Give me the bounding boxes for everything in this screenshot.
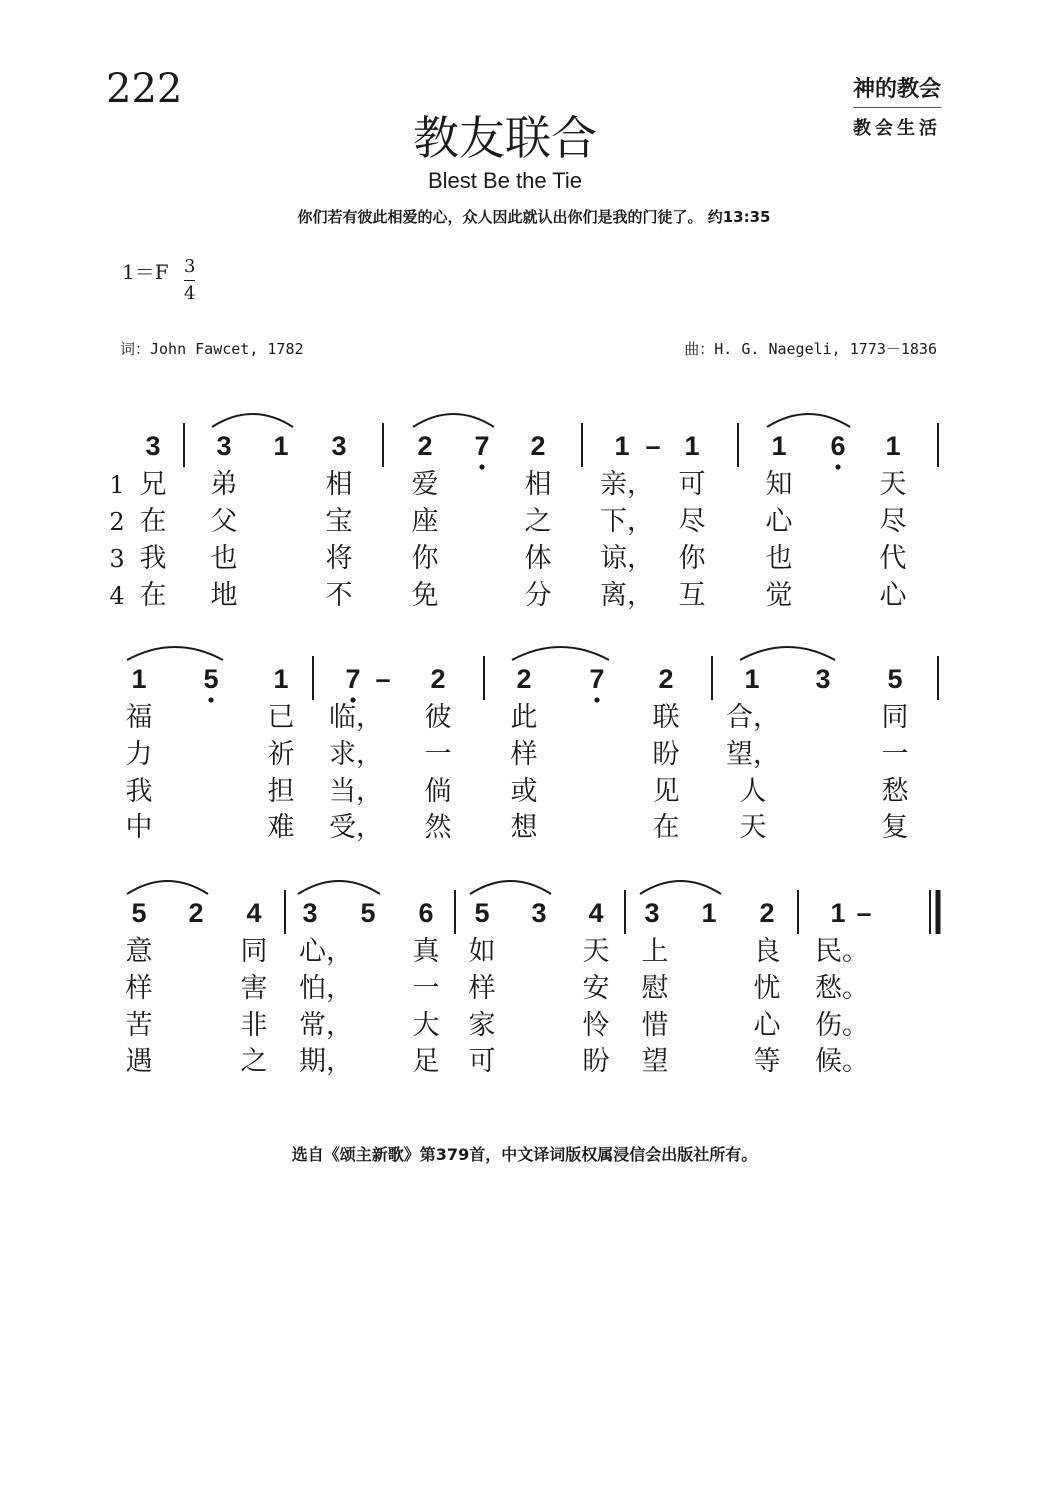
lyric-char: 惜 (641, 1010, 669, 1041)
lyric-char: 非 (240, 1010, 268, 1041)
slur (413, 414, 494, 427)
note: 7 (345, 664, 361, 694)
lyric-char: 愁 (881, 776, 909, 807)
lyric-char: 不 (325, 580, 353, 611)
verse-number: 3 (109, 545, 125, 573)
lyric-char: 心， (299, 936, 353, 967)
lyric-char: 免 (411, 580, 439, 611)
lyric-char: 中 (125, 812, 153, 843)
lyric-char: 弟 (210, 469, 238, 500)
slur (212, 414, 293, 427)
lyric-char: 如 (468, 936, 496, 967)
lyric-char: 你 (678, 543, 706, 574)
note: 2 (759, 898, 775, 928)
lyric-char: 父 (210, 506, 238, 537)
lyric-char: 望， (726, 739, 780, 770)
lyric-char: 见 (652, 776, 680, 807)
note: 7 (589, 664, 605, 694)
lyric-char: 在 (139, 580, 167, 611)
lyric-char: 一 (424, 739, 452, 770)
lyric-char: 伤。 (815, 1010, 869, 1041)
lyric-char: 样 (468, 973, 496, 1004)
lyric-char: 安 (582, 973, 610, 1004)
note: 3 (531, 898, 547, 928)
lyric-char: 担 (267, 776, 295, 807)
hymn-title: 教友联合 (413, 111, 597, 165)
slur (127, 647, 223, 660)
lyric-char: 人 (739, 776, 767, 807)
low-octave-dot (479, 464, 484, 469)
lyric-char: 将 (325, 543, 353, 574)
note: 5 (360, 898, 376, 928)
note: 2 (417, 431, 433, 461)
lyric-char: 可 (468, 1046, 496, 1077)
lyric-char: 祈 (267, 739, 295, 770)
lyric-char: 已 (267, 702, 295, 733)
verse-number: 1 (109, 471, 125, 499)
lyric-char: 苦 (125, 1010, 153, 1041)
note: 3 (815, 664, 831, 694)
lyric-char: 我 (125, 776, 153, 807)
lyric-char: 样 (125, 973, 153, 1004)
lyric-char: 亲， (600, 469, 654, 500)
lyric-char: 离， (600, 580, 654, 611)
lyric-char: 天 (582, 936, 610, 967)
lyric-char: 相 (524, 469, 552, 500)
note: 5 (131, 898, 147, 928)
lyric-char: 常， (299, 1010, 353, 1041)
lyric-char: 上 (641, 936, 669, 967)
note: 1 (701, 898, 717, 928)
slur (298, 881, 380, 894)
note: 4 (246, 898, 262, 928)
lyric-char: 相 (325, 469, 353, 500)
lyric-char: 互 (678, 580, 706, 611)
note: 1 (614, 431, 630, 461)
lyric-char: 民。 (815, 936, 869, 967)
verse-number: 2 (109, 508, 125, 536)
note: 2 (188, 898, 204, 928)
lyric-char: 同 (240, 936, 268, 967)
lyric-char: 或 (510, 776, 538, 807)
lyric-char: 分 (524, 580, 552, 611)
category-main: 神的教会 (853, 72, 941, 108)
note: 2 (516, 664, 532, 694)
lyric-char: 等 (753, 1046, 781, 1077)
lyric-char: 倘 (424, 776, 452, 807)
lyric-char: 谅， (600, 543, 654, 574)
lyric-char: 然 (424, 812, 452, 843)
lyric-char: 一 (412, 973, 440, 1004)
lyric-char: 座 (411, 506, 439, 537)
slur (767, 414, 850, 427)
note: 1 (273, 431, 289, 461)
lyric-char: 在 (652, 812, 680, 843)
composer-credit: 曲：H. G. Naegeli, 1773－1836 (684, 340, 937, 358)
lyric-char: 尽 (678, 506, 706, 537)
lyric-char: 候。 (815, 1046, 869, 1077)
note: 6 (418, 898, 434, 928)
lyric-char: 心 (765, 506, 793, 537)
lyric-char: 愁。 (815, 973, 869, 1004)
note: 3 (145, 431, 161, 461)
slur (740, 647, 835, 660)
lyric-char: 临， (329, 702, 383, 733)
hymn-subtitle: Blest Be the Tie (427, 168, 583, 193)
lyric-char: 遇 (125, 1046, 153, 1077)
lyric-char: 同 (881, 702, 909, 733)
note: 3 (302, 898, 318, 928)
lyric-char: 在 (139, 506, 167, 537)
note: 1 (684, 431, 700, 461)
lyric-char: 力 (125, 739, 153, 770)
lyric-char: 害 (240, 973, 268, 1004)
lyric-char: 体 (524, 543, 552, 574)
lyric-char: 大 (412, 1010, 440, 1041)
lyric-char: 心 (879, 580, 907, 611)
lyric-char: 怜 (582, 1010, 610, 1041)
lyric-char: 盼 (652, 739, 680, 770)
lyric-char: 良 (753, 936, 781, 967)
scripture-verse: 你们若有彼此相爱的心，众人因此就认出你们是我的门徒了。 约13:35 (297, 208, 771, 226)
low-octave-dot (835, 464, 840, 469)
lyric-char: 代 (879, 543, 907, 574)
lyric-char: 爱 (411, 469, 439, 500)
note: 5 (887, 664, 903, 694)
lyric-char: 天 (879, 469, 907, 500)
time-top: 3 (184, 254, 195, 281)
time-bottom: 4 (184, 283, 196, 304)
lyric-char: 一 (881, 739, 909, 770)
lyric-char: 心 (753, 1010, 781, 1041)
note: 1 (830, 898, 846, 928)
category-sub: 教会生活 (853, 118, 941, 139)
lyric-char: 天 (739, 812, 767, 843)
note: 6 (830, 431, 846, 461)
lyric-char: 想 (510, 812, 538, 843)
slur (640, 881, 721, 894)
key-prefix: 1＝F (122, 260, 169, 284)
lyric-char: 我 (139, 543, 167, 574)
lyric-char: 觉 (765, 580, 793, 611)
note: 3 (331, 431, 347, 461)
lyric-char: 地 (210, 580, 238, 611)
lyric-char: 之 (240, 1046, 268, 1077)
lyric-char: 受， (329, 812, 383, 843)
lyric-char: 怕， (299, 973, 353, 1004)
note: 2 (430, 664, 446, 694)
note: 3 (216, 431, 232, 461)
lyric-char: 彼 (424, 702, 452, 733)
dash-extension: – (856, 898, 872, 928)
note: 1 (744, 664, 760, 694)
lyric-char: 合， (726, 702, 780, 733)
lyric-char: 宝 (325, 506, 353, 537)
lyric-char: 兄 (139, 469, 167, 500)
lyric-char: 之 (524, 506, 552, 537)
lyric-char: 下， (600, 506, 654, 537)
note: 1 (131, 664, 147, 694)
lyric-char: 也 (765, 543, 793, 574)
note: 5 (203, 664, 219, 694)
low-octave-dot (594, 697, 599, 702)
note: 4 (588, 898, 604, 928)
note: 5 (474, 898, 490, 928)
note: 1 (771, 431, 787, 461)
lyric-char: 也 (210, 543, 238, 574)
lyricist-credit: 词：John Fawcet, 1782 (120, 340, 304, 358)
lyric-char: 意 (125, 936, 153, 967)
note: 3 (644, 898, 660, 928)
verse-number: 4 (109, 582, 125, 610)
dash-extension: – (375, 664, 391, 694)
lyric-char: 求， (329, 739, 383, 770)
lyric-char: 福 (125, 702, 153, 733)
lyric-char: 家 (468, 1010, 496, 1041)
lyric-char: 知 (765, 469, 793, 500)
lyric-char: 可 (678, 469, 706, 500)
lyric-char: 盼 (582, 1046, 610, 1077)
lyric-char: 此 (510, 702, 538, 733)
lyric-char: 足 (412, 1046, 440, 1077)
note: 7 (474, 431, 490, 461)
lyric-char: 你 (411, 543, 439, 574)
slur (470, 881, 551, 894)
lyric-char: 真 (412, 936, 440, 967)
dash-extension: – (645, 431, 661, 461)
lyric-char: 难 (267, 812, 295, 843)
lyric-char: 复 (881, 812, 909, 843)
lyric-char: 样 (510, 739, 538, 770)
lyric-char: 尽 (879, 506, 907, 537)
hymn-number: 222 (106, 66, 183, 112)
low-octave-dot (208, 697, 213, 702)
lyric-char: 忧 (753, 973, 781, 1004)
slur (512, 647, 609, 660)
lyric-char: 联 (652, 702, 680, 733)
note: 2 (658, 664, 674, 694)
lyric-char: 望 (641, 1046, 669, 1077)
note: 1 (273, 664, 289, 694)
copyright-footer: 选自《颂主新歌》第379首，中文译词版权属浸信会出版社所有。 (291, 1145, 758, 1164)
lyric-char: 期， (299, 1046, 353, 1077)
lyric-char: 当， (329, 776, 383, 807)
slur (127, 881, 208, 894)
note: 2 (530, 431, 546, 461)
lyric-char: 慰 (641, 973, 669, 1004)
note: 1 (885, 431, 901, 461)
